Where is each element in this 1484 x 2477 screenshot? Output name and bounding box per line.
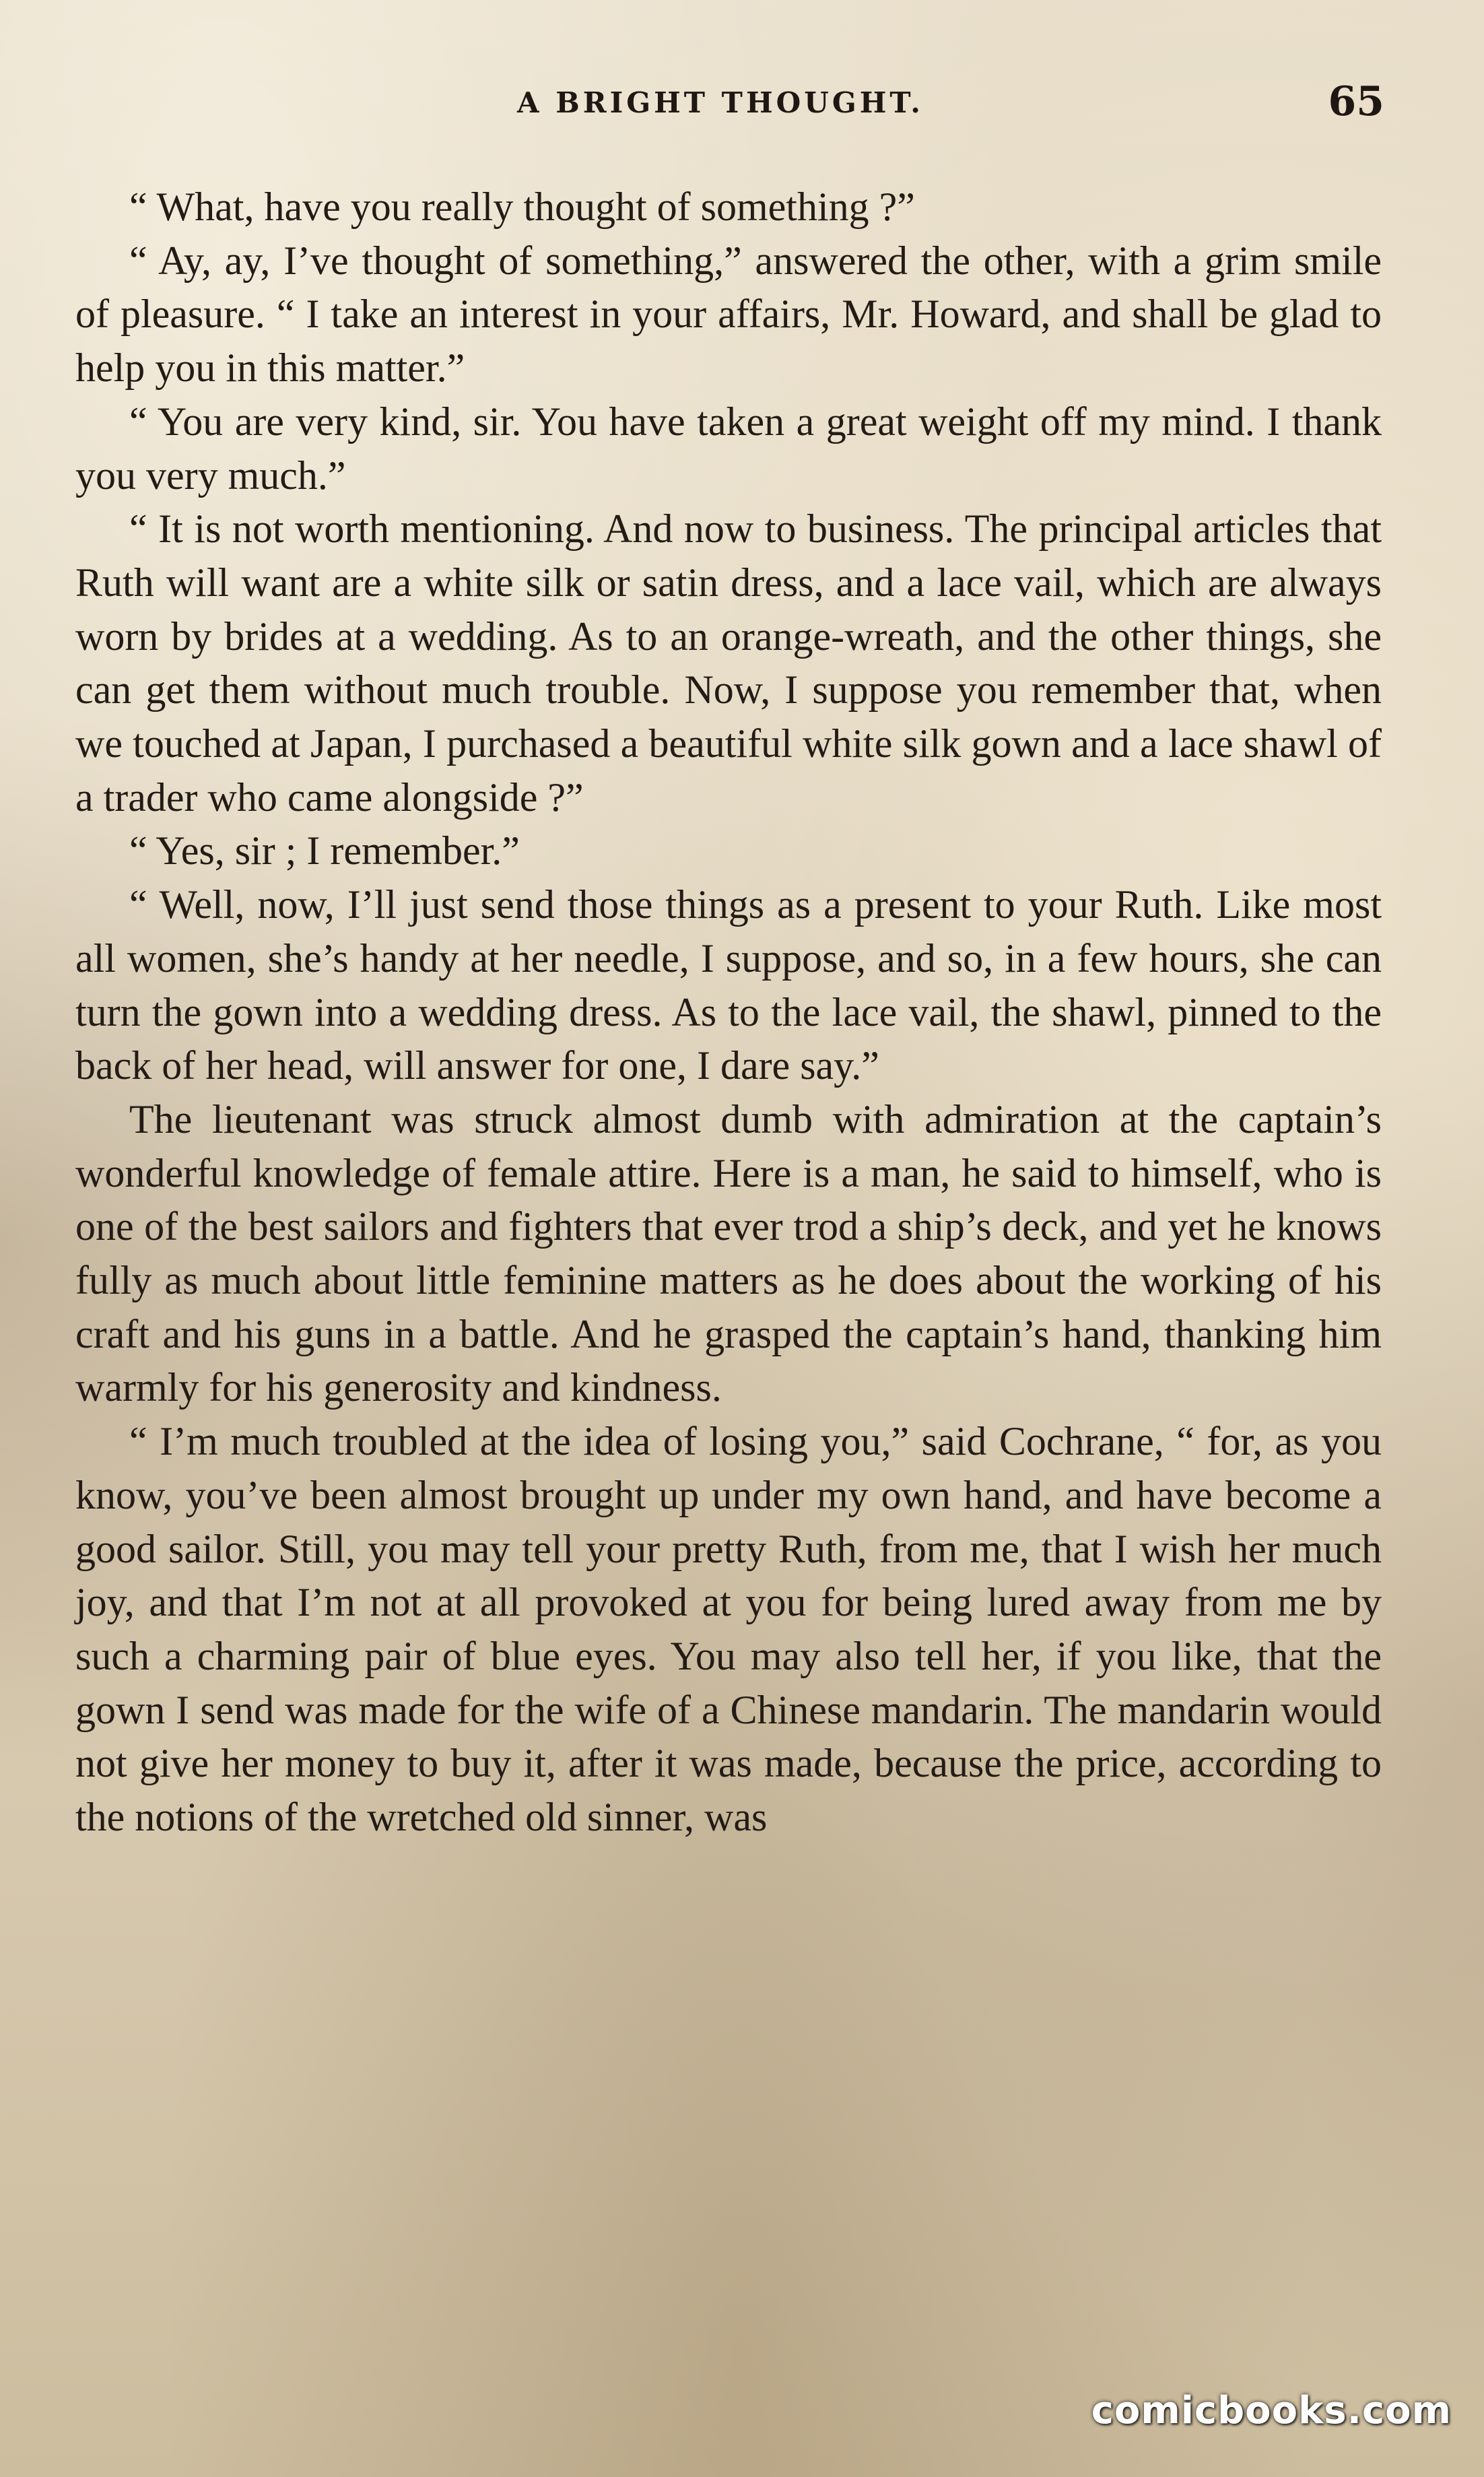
paragraph: “ It is not worth mentioning. And now to business. The principal articles that Ruth will want are a white silk or satin dress, and a lace vail, which are always worn by brides at a wedding. As to an orange-wreath, and the other things, she can get them without much trouble. Now, I suppose you remember that, when we touched at Japan, I purchased a beautiful white silk gown and a lace shawl of a trader who came alongside ?” <box>75 506 1382 820</box>
paragraph: The lieutenant was struck almost dumb with admiration at the captain’s wonderful knowledge of female attire. Here is a man, he said to himself, who is one of the best sailors and fighters that ever trod a ship’s deck, and yet he knows fully as much about little feminine matters as he does about the working of his craft and his guns in a battle. And he grasped the captain’s hand, thanking him warmly for his generosity and kindness. <box>75 1096 1382 1410</box>
paragraph: “ Well, now, I’ll just send those things as a present to your Ruth. Like most all women, she’s handy at her needle, I suppose, and so, in a few hours, she can turn the gown into a wedding dress. As to the lace vail, the shawl, pinned to the back of her head, will answer for one, I dare say.” <box>75 882 1382 1088</box>
body-text <box>75 180 1382 1845</box>
running-title: A BRIGHT THOUGHT. <box>517 86 924 119</box>
page-header <box>0 78 1484 140</box>
paragraph: “ I’m much troubled at the idea of losing you,” said Cochrane, “ for, as you know, you’ve been almost brought up under my own hand, and have become a good sailor. Still, you may tell your pretty Ruth, from me, that I wish her much joy, and that I’m not at all provoked at you for being lured away from me by such a charming pair of blue eyes. You may also tell her, if you like, that the gown I send was made for the wife of a Chinese mandarin. The mandarin would not give her money to buy it, after it was made, because the price, according to the notions of the wretched old sinner, was <box>75 1419 1382 1840</box>
paragraph: “ You are very kind, sir. You have taken a great weight off my mind. I thank you very much.” <box>75 399 1382 498</box>
page-number: 65 <box>1328 78 1384 125</box>
paragraph: “ Yes, sir ; I remember.” <box>129 828 520 873</box>
watermark: comicbooks.com <box>1091 2389 1452 2433</box>
paragraph: “ Ay, ay, I’ve thought of something,” answered the other, with a grim smile of pleasure. “ I take an interest in your affairs, Mr. Howard, and shall be glad to help you in this matter.” <box>75 238 1382 391</box>
paragraph: “ What, have you really thought of something ?” <box>129 185 915 229</box>
